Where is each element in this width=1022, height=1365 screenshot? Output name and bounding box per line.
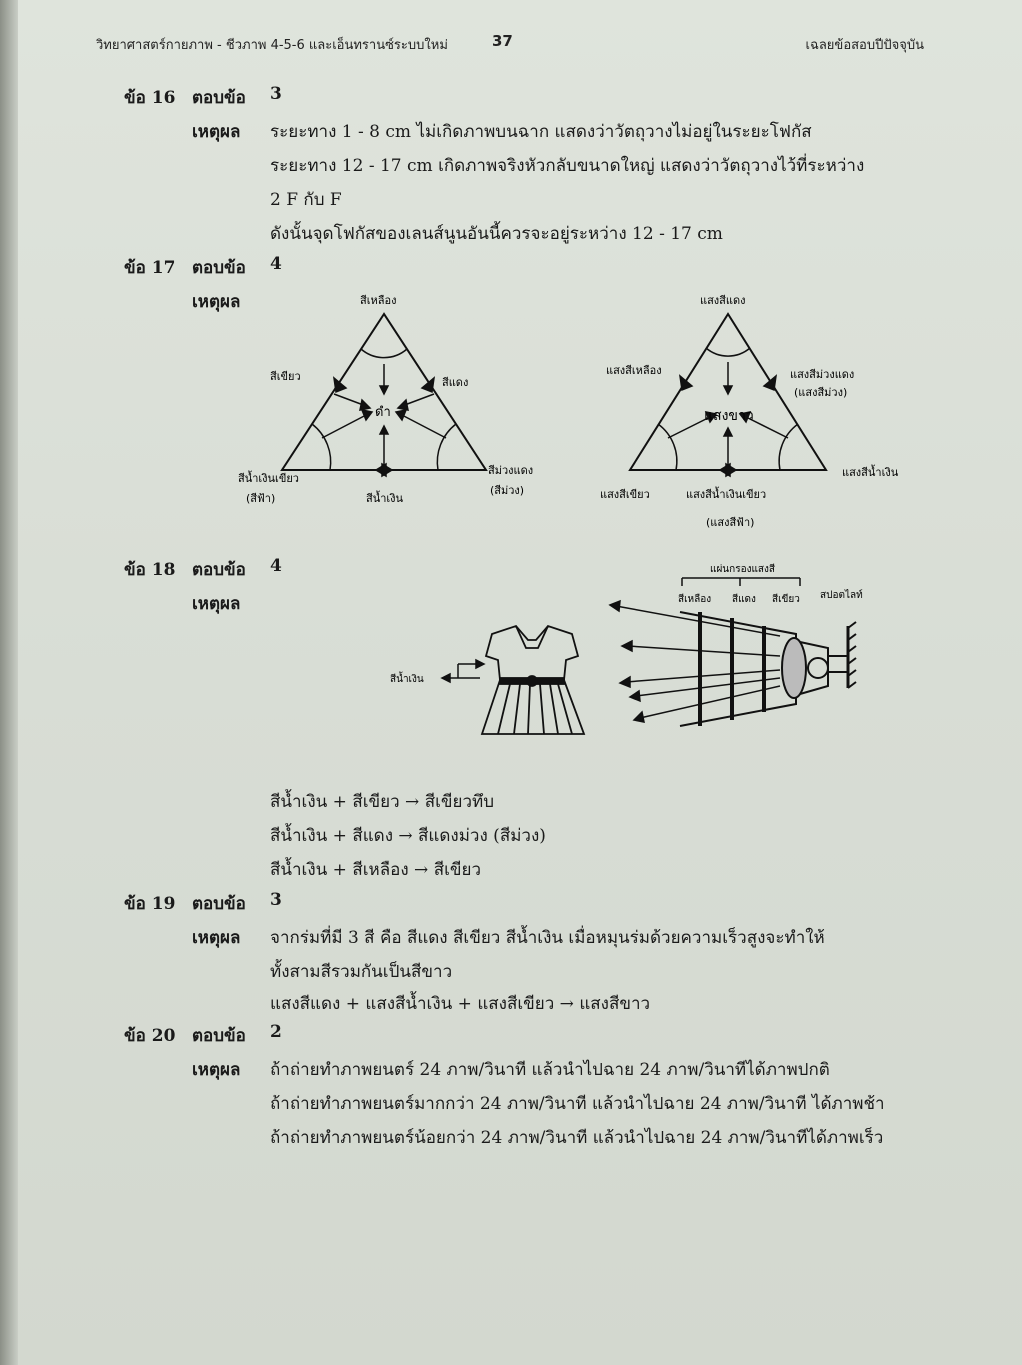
q19-reason-label: เหตุผล bbox=[192, 928, 241, 948]
filter-label-red: สีแดง bbox=[732, 594, 756, 605]
q16-reason-label: เหตุผล bbox=[192, 122, 241, 142]
q20-number: ข้อ 20 bbox=[124, 1026, 176, 1046]
q18-equation-1: สีน้ำเงิน + สีเขียว → สีเขียวทึบ bbox=[270, 792, 495, 812]
q20-answer: 2 bbox=[270, 1022, 282, 1042]
pigment-right-arc bbox=[437, 424, 456, 470]
pigment-label-bottom-left-2: (สีฟ้า) bbox=[246, 492, 276, 505]
light-label-left-mid: แสงสีเหลือง bbox=[606, 364, 662, 377]
pigment-label-bottom-right-2: (สีม่วง) bbox=[490, 484, 525, 497]
pigment-label-bottom-right-1: สีม่วงแดง bbox=[488, 464, 534, 477]
page-edge-shadow bbox=[0, 0, 18, 1365]
filter-label-green: สีเขียว bbox=[772, 594, 800, 605]
q19-line-1: จากร่มที่มี 3 สี คือ สีแดง สีเขียว สีน้ำเงิน เมื่อหมุนร่มด้วยความเร็วสูงจะทำให้ bbox=[270, 928, 825, 948]
q18-equation-3: สีน้ำเงิน + สีเหลือง → สีเขียว bbox=[270, 860, 482, 880]
light-label-bottom-mid-2: (แสงสีฟ้า) bbox=[706, 516, 755, 529]
q16-line-1: ระยะทาง 1 - 8 cm ไม่เกิดภาพบนฉาก แสดงว่าวัตถุวางไม่อยู่ในระยะโฟกัส bbox=[270, 122, 812, 142]
running-header-left: วิทยาศาสตร์กายภาพ - ชีวภาพ 4-5-6 และเอ็นทรานซ์ระบบใหม่ bbox=[96, 38, 448, 53]
running-header-right: เฉลยข้อสอบปีปัจจุบัน bbox=[805, 38, 924, 53]
spotlight-beam bbox=[680, 612, 856, 726]
light-top-arc bbox=[706, 348, 750, 356]
pigment-label-bottom-left-1: สีน้ำเงินเขียว bbox=[238, 472, 299, 485]
q20-line-3: ถ้าถ่ายทำภาพยนตร์น้อยกว่า 24 ภาพ/วินาที แล้วนำไปฉาย 24 ภาพ/วินาทีได้ภาพเร็ว bbox=[270, 1128, 884, 1148]
light-label-right-mid-2: (แสงสีม่วง) bbox=[794, 386, 848, 399]
q17-answer: 4 bbox=[270, 254, 282, 274]
light-label-right-mid-1: แสงสีม่วงแดง bbox=[790, 368, 855, 381]
q20-reason-label: เหตุผล bbox=[192, 1060, 241, 1080]
pigment-color-triangle bbox=[230, 288, 540, 528]
q19-number: ข้อ 19 bbox=[124, 894, 176, 914]
q19-answer-label: ตอบข้อ bbox=[192, 894, 246, 914]
dress-label-arrows bbox=[442, 660, 484, 682]
filter-title: แผ่นกรองแสงสี bbox=[710, 564, 775, 575]
q18-answer: 4 bbox=[270, 556, 282, 576]
light-label-center: แสงขาว bbox=[704, 408, 754, 424]
q18-reason-label: เหตุผล bbox=[192, 594, 241, 614]
pigment-label-center: ดำ bbox=[375, 405, 391, 420]
q17-number: ข้อ 17 bbox=[124, 258, 176, 278]
q16-line-4: ดังนั้นจุดโฟกัสของเลนส์นูนอันนี้ควรจะอยู่ระหว่าง 12 - 17 cm bbox=[270, 224, 723, 244]
q19-line-3: แสงสีแดง + แสงสีน้ำเงิน + แสงสีเขียว → แสงสีขาว bbox=[270, 994, 651, 1014]
q16-number: ข้อ 16 bbox=[124, 88, 176, 108]
light-label-top: แสงสีแดง bbox=[700, 294, 746, 307]
q20-line-2: ถ้าถ่ายทำภาพยนตร์มากกว่า 24 ภาพ/วินาที แล้วนำไปฉาย 24 ภาพ/วินาที ได้ภาพช้า bbox=[270, 1094, 885, 1114]
filter-brackets bbox=[682, 578, 800, 586]
q19-answer: 3 bbox=[270, 890, 282, 910]
spotlight-label: สปอตไลท์ bbox=[820, 590, 863, 601]
q18-number: ข้อ 18 bbox=[124, 560, 176, 580]
pigment-label-top: สีเหลือง bbox=[360, 294, 397, 307]
pigment-left-arc bbox=[312, 424, 331, 470]
page-number: 37 bbox=[492, 32, 513, 50]
q20-answer-label: ตอบข้อ bbox=[192, 1026, 246, 1046]
light-color-triangle bbox=[596, 288, 916, 538]
light-left-arc bbox=[658, 424, 677, 470]
light-label-bottom-left: แสงสีเขียว bbox=[600, 488, 650, 501]
q18-answer-label: ตอบข้อ bbox=[192, 560, 246, 580]
q16-answer: 3 bbox=[270, 84, 282, 104]
q16-line-2: ระยะทาง 12 - 17 cm เกิดภาพจริงหัวกลับขนาดใหญ่ แสดงว่าวัตถุวางไว้ที่ระหว่าง bbox=[270, 156, 865, 176]
q17-reason-label: เหตุผล bbox=[192, 292, 241, 312]
pigment-top-arc bbox=[361, 349, 407, 358]
q16-line-3: 2 F กับ F bbox=[270, 190, 342, 210]
q17-answer-label: ตอบข้อ bbox=[192, 258, 246, 278]
light-right-arc bbox=[779, 424, 798, 470]
light-label-bottom-right: แสงสีน้ำเงิน bbox=[842, 466, 899, 479]
dress-illustration bbox=[482, 626, 584, 734]
dress-spotlight-diagram bbox=[380, 556, 900, 746]
q20-line-1: ถ้าถ่ายทำภาพยนตร์ 24 ภาพ/วินาที แล้วนำไปฉาย 24 ภาพ/วินาทีได้ภาพปกติ bbox=[270, 1060, 830, 1080]
filter-label-yellow: สีเหลือง bbox=[678, 594, 712, 605]
light-ray-arrows bbox=[610, 601, 780, 722]
pigment-label-left-mid: สีเขียว bbox=[270, 370, 301, 383]
q16-answer-label: ตอบข้อ bbox=[192, 88, 246, 108]
q18-equation-2: สีน้ำเงิน + สีแดง → สีแดงม่วง (สีม่วง) bbox=[270, 826, 546, 846]
pigment-label-right-mid: สีแดง bbox=[442, 376, 469, 389]
dress-color-label: สีน้ำเงิน bbox=[390, 674, 424, 685]
light-label-bottom-mid-1: แสงสีน้ำเงินเขียว bbox=[686, 488, 767, 501]
pigment-label-bottom-mid: สีน้ำเงิน bbox=[366, 492, 404, 505]
q19-line-2: ทั้งสามสีรวมกันเป็นสีขาว bbox=[270, 962, 453, 982]
